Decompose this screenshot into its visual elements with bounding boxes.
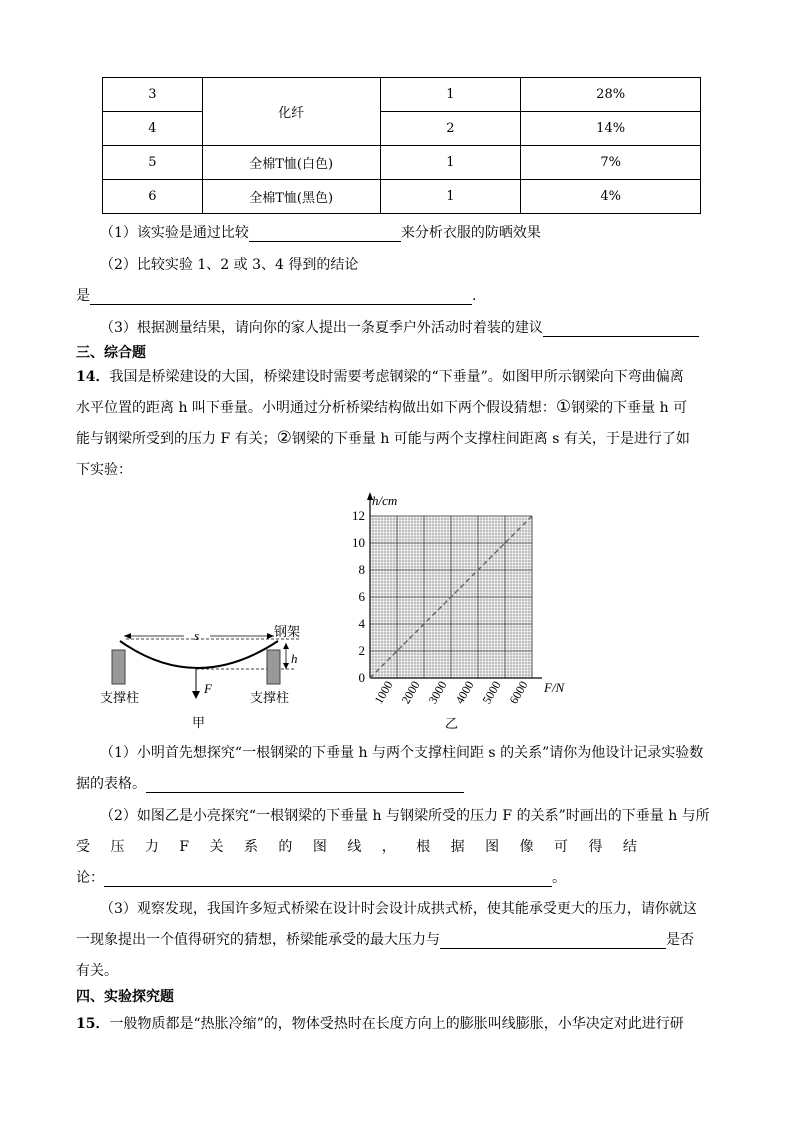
caption-yi: 乙 xyxy=(445,716,459,731)
x-tick-label: 4000 xyxy=(452,678,477,707)
table-cell-cloth: 化纤 xyxy=(202,78,380,146)
x-tick-label: 5000 xyxy=(479,678,504,707)
q13-part3: （3）根据测量结果，请向你的家人提出一条夏季户外活动时着装的建议 xyxy=(100,317,699,337)
table-cell-layers: 1 xyxy=(380,180,521,214)
x-tick-label: 2000 xyxy=(398,678,423,707)
q13-part2-line2: 是 . xyxy=(76,288,477,304)
section-heading: 三、综合题 xyxy=(76,345,146,361)
table-cell-ratio: 28% xyxy=(521,78,701,112)
q14-part3: （3）观察发现，我国许多短式桥梁在设计时会设计成拱式桥，使其能承受更大的压力，请你就这 xyxy=(100,901,697,917)
answer-blank[interactable] xyxy=(440,932,666,949)
q14-line1: 14．我国是桥梁建设的大国，桥梁建设时需要考虑钢梁的“下垂量”。如图甲所示钢梁向下弯曲偏离 xyxy=(76,369,684,385)
table-row xyxy=(103,180,701,214)
y-tick-label: 8 xyxy=(358,562,365,577)
figure-jia xyxy=(100,615,320,730)
table-cell-layers: 2 xyxy=(380,112,521,146)
table-cell-ratio: 4% xyxy=(521,180,701,214)
q14-part3-line3: 有关。 xyxy=(76,963,118,979)
beam xyxy=(120,641,278,668)
q14-part1-line2: 据的表格。 xyxy=(76,773,464,793)
q15-line1: 15．一般物质都是“热胀冷缩”的，物体受热时在长度方向上的膨胀叫线膨胀，小华决定对此进行研 xyxy=(76,1016,684,1032)
q13-part2: （2）比较实验 1、2 或 3、4 得到的结论 xyxy=(100,257,359,273)
q14-line2: 水平位置的距离 h 叫下垂量。小明通过分析桥梁结构做出如下两个假设猜想：①钢梁的下垂量 h 可 xyxy=(76,397,688,417)
q13-part1: （1）该实验是通过比较 来分析衣服的防晒效果 xyxy=(100,225,541,241)
q14-part1: （1）小明首先想探究“一根钢梁的下垂量 h 与两个支撑柱间距 s 的关系”请你为他设计记录实验数 xyxy=(100,745,704,761)
table-cell-no: 5 xyxy=(103,146,203,180)
q14-line3: 能与钢梁所受到的压力 F 有关；②钢梁的下垂量 h 可能与两个支撑柱间距离 s 有关，于是进行了如 xyxy=(76,428,690,448)
pillar-left xyxy=(112,650,125,684)
answer-blank[interactable] xyxy=(104,870,552,887)
y-tick-label: 0 xyxy=(358,670,365,685)
caption-jia: 甲 xyxy=(192,715,206,730)
table-cell-layers: 1 xyxy=(380,78,521,112)
data-table xyxy=(102,77,701,214)
table-cell-ratio: 14% xyxy=(521,112,701,146)
table-row xyxy=(103,146,701,180)
y-tick-label: 6 xyxy=(358,589,365,604)
q14-part3-line2: 一现象提出一个值得研究的猜想，桥梁能承受的最大压力与 是否 xyxy=(76,932,694,948)
y-tick-label: 4 xyxy=(358,616,365,631)
label-h: h xyxy=(291,651,298,666)
table-cell-no: 4 xyxy=(103,112,203,146)
pillar-right xyxy=(267,650,280,684)
answer-blank[interactable] xyxy=(543,320,699,337)
label-frame: 钢架 xyxy=(274,624,301,639)
table-cell-layers: 1 xyxy=(380,146,521,180)
y-tick-label: 10 xyxy=(352,535,365,550)
table-cell-no: 3 xyxy=(103,78,203,112)
x-tick-label: 3000 xyxy=(425,678,450,707)
section-heading: 四、实验探究题 xyxy=(76,989,174,1005)
table-cell-ratio: 7% xyxy=(521,146,701,180)
label-F: F xyxy=(204,681,212,696)
answer-blank[interactable] xyxy=(90,288,472,305)
label-s: s xyxy=(194,628,200,643)
answer-blank[interactable] xyxy=(146,776,464,793)
y-tick-label: 12 xyxy=(352,508,365,523)
x-tick-label: 6000 xyxy=(506,678,531,707)
q14-part2-line2: 受 压 力 F 关 系 的 图 线 ， 根 据 图 像 可 得 结 xyxy=(76,839,637,855)
x-tick-label: 1000 xyxy=(371,678,396,707)
q14-line4: 下实验： xyxy=(76,462,132,478)
figure-yi-chart xyxy=(340,490,590,735)
table-cell-no: 6 xyxy=(103,180,203,214)
answer-blank[interactable] xyxy=(249,225,401,242)
q14-part2: （2）如图乙是小亮探究“一根钢梁的下垂量 h 与钢梁所受的压力 F 的关系”时画出的下垂量 h 与所 xyxy=(100,808,710,824)
table-cell-cloth: 全棉T恤(白色) xyxy=(202,146,380,180)
y-tick-label: 2 xyxy=(358,643,365,658)
label-pillar-left: 支撑柱 xyxy=(100,690,140,705)
table-cell-cloth: 全棉T恤(黑色) xyxy=(202,180,380,214)
table-row xyxy=(103,112,701,146)
chart-ylabel: h/cm xyxy=(372,493,398,508)
label-pillar-right: 支撑柱 xyxy=(250,690,290,705)
table-row xyxy=(103,78,701,112)
q14-part2-line3: 论： 。 xyxy=(76,870,566,886)
chart-xlabel: F/N xyxy=(544,680,565,695)
